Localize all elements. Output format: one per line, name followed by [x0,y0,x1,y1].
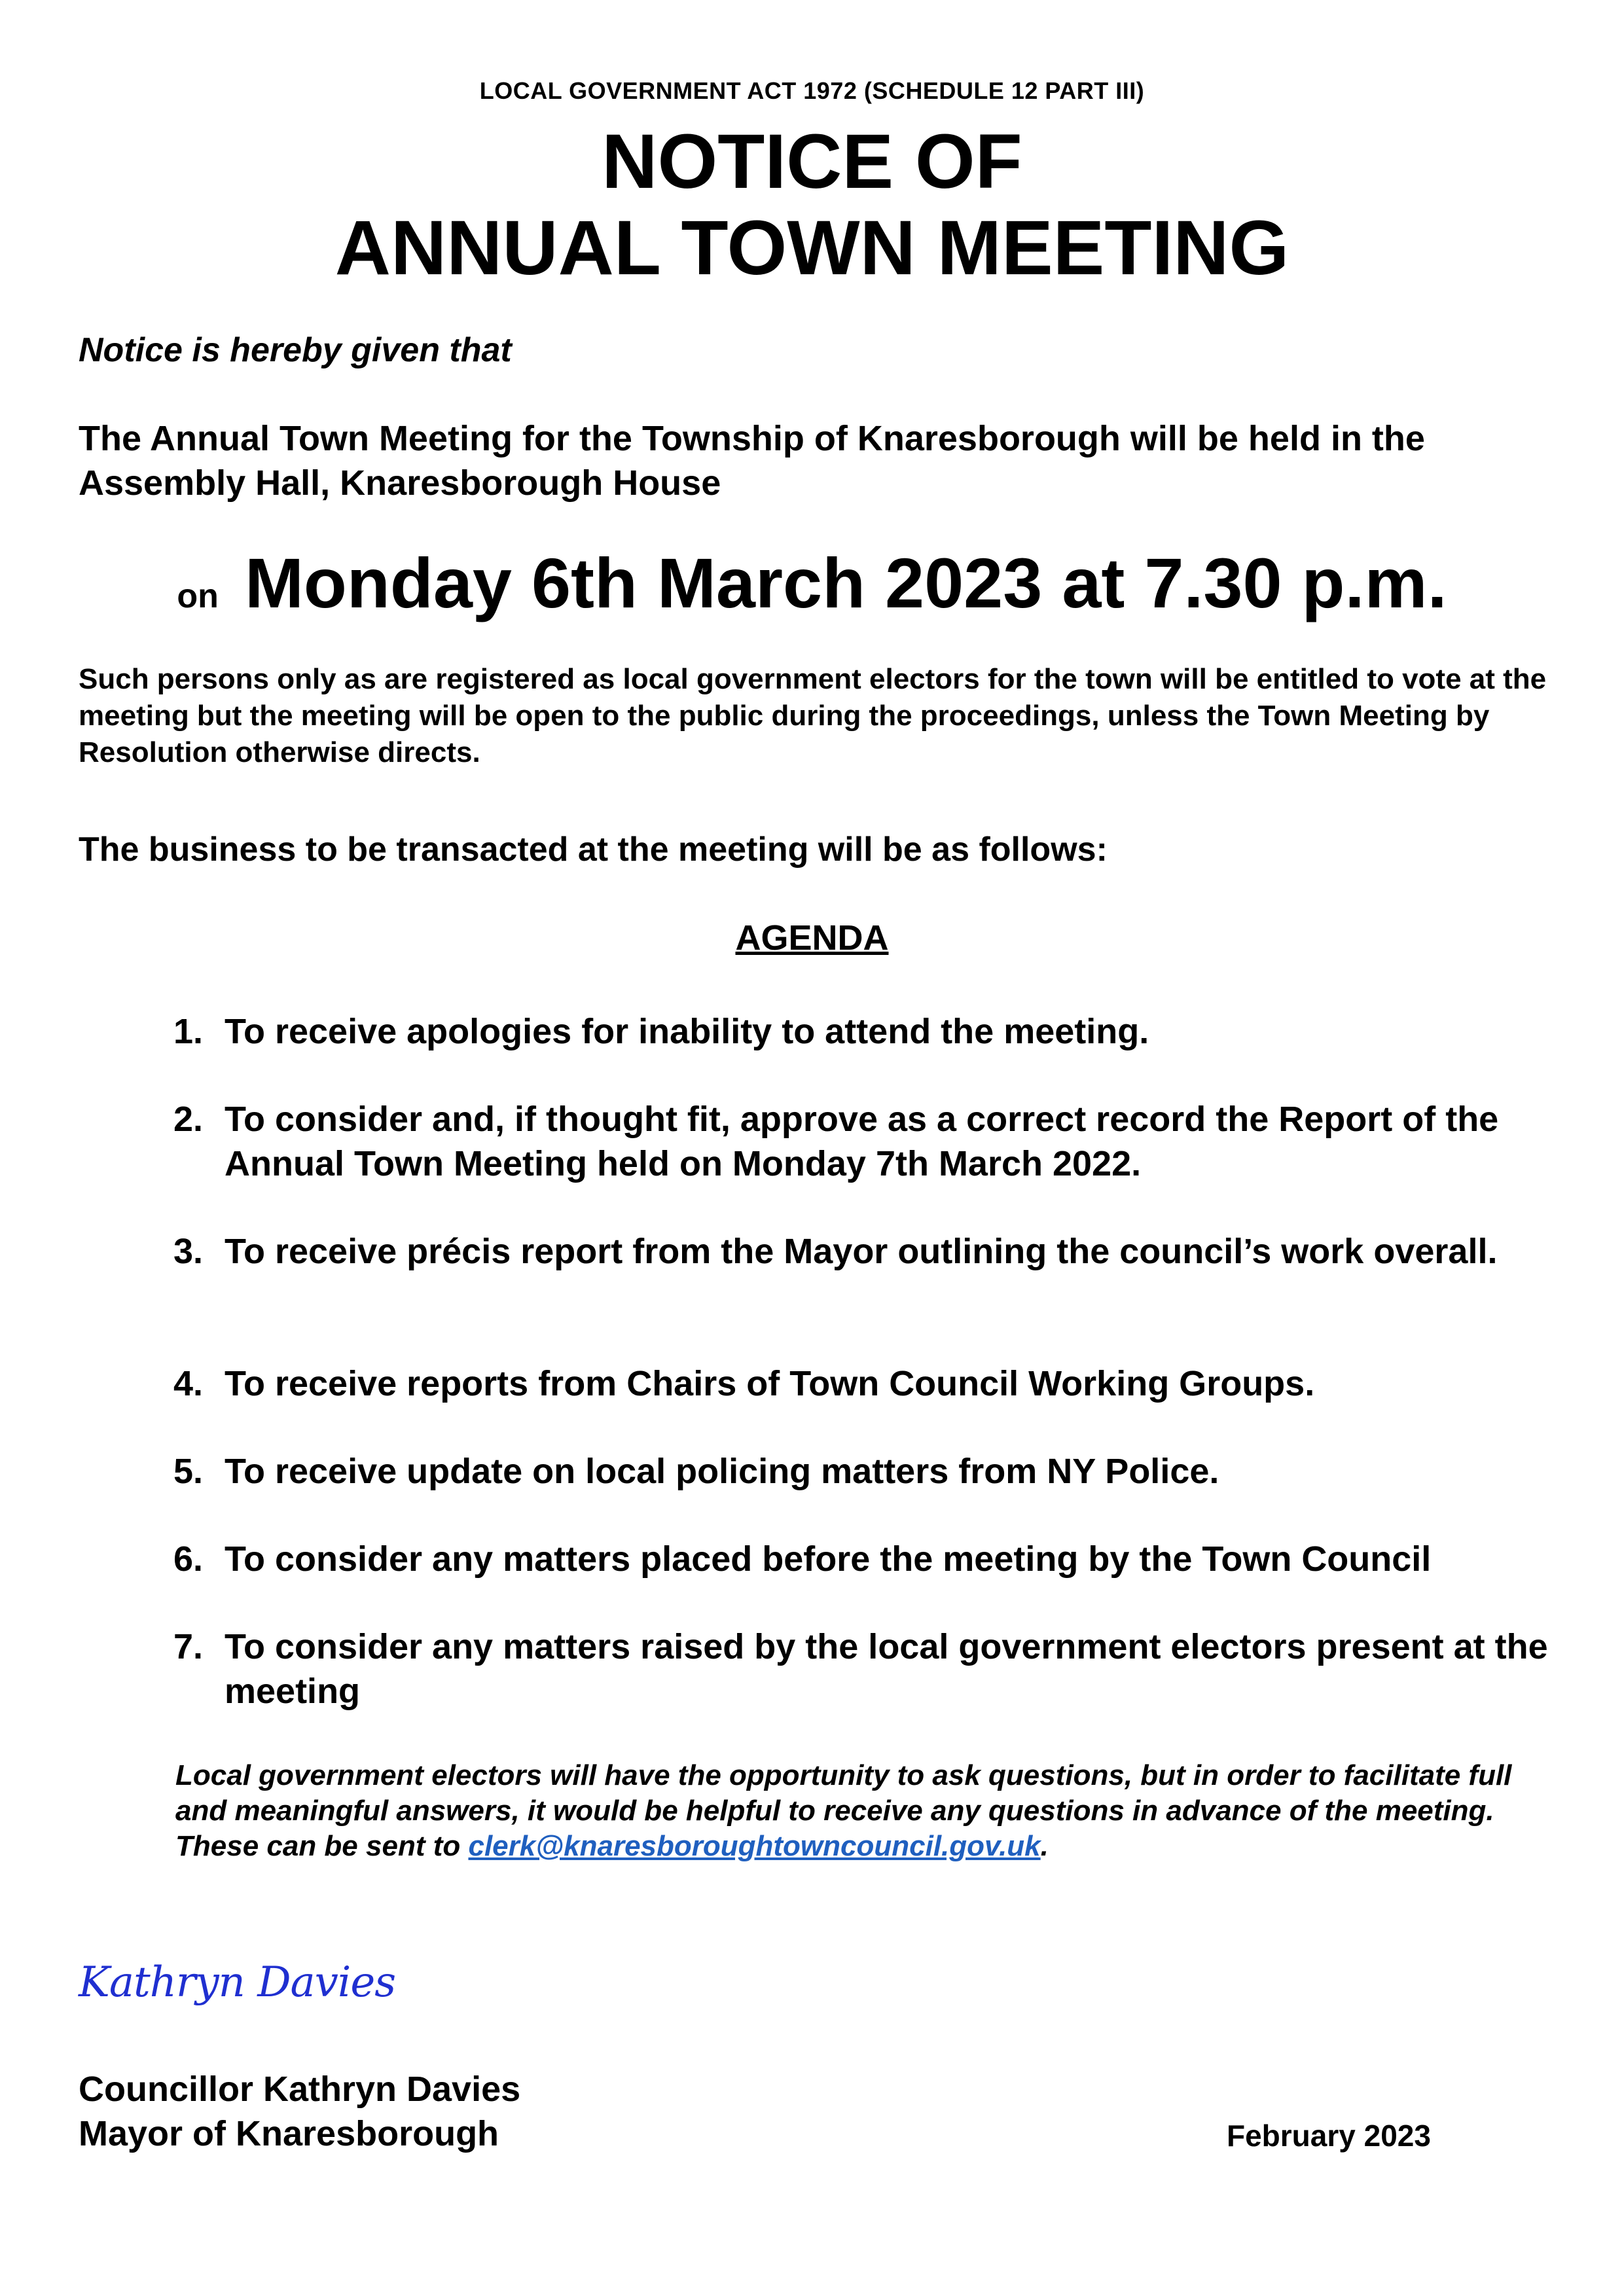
mayor-signature: Kathryn Davies [79,1958,396,2007]
agenda-item-number: 1. [173,1012,204,1051]
agenda-item-4 [173,1361,1561,1406]
agenda-item-number: 4. [173,1364,204,1403]
agenda-item-number: 2. [173,1100,204,1139]
signatory-block [79,2067,520,2156]
meeting-date: Monday 6th March 2023 at 7.30 p.m. [244,543,1447,622]
title-line-2: ANNUAL TOWN MEETING [334,205,1290,291]
voting-eligibility-text: Such persons only as are registered as local government electors for the town will be entitled to vote at the meeting but the meeting will be open to the public during the proceedings, unless the Town Meeting by Resolution otherwise directs. [79,663,1547,768]
agenda-heading: AGENDA [735,918,889,958]
agenda-item-3 [173,1229,1561,1274]
agenda-item-text: To receive apologies for inability to attend the meeting. [225,1012,1149,1051]
agenda-item-2 [173,1097,1561,1186]
agenda-item-5 [173,1449,1561,1494]
agenda-item-text: To consider any matters placed before the meeting by the Town Council [225,1539,1432,1579]
questions-footnote [175,1758,1537,1864]
signatory-name: Councillor Kathryn Davies [79,2070,521,2109]
footnote-text: Local government electors will have the opportunity to ask questions, but in order to facilitate full and meaningful answers, it would be helpful to receive any questions in advance of the meeting. These can be sent to [175,1759,1512,1862]
agenda-item-number: 6. [173,1539,204,1579]
meeting-date-line [0,542,1624,624]
clerk-email-link[interactable]: clerk@knaresboroughtowncouncil.gov.uk [468,1830,1041,1862]
notice-given: Notice is hereby given that [79,331,512,369]
agenda-item-6 [173,1537,1561,1581]
agenda-item-text: To receive reports from Chairs of Town Council Working Groups. [225,1364,1315,1403]
act-reference: LOCAL GOVERNMENT ACT 1972 (SCHEDULE 12 PART III) [479,77,1145,104]
agenda-item-text: To receive update on local policing matters from NY Police. [225,1452,1219,1491]
signatory-role: Mayor of Knaresborough [79,2114,499,2153]
agenda-item-number: 3. [173,1232,204,1271]
date-prefix: on [177,577,219,615]
agenda-item-text: To receive précis report from the Mayor outlining the council’s work overall. [225,1232,1498,1271]
title-line-1: NOTICE OF [602,118,1022,205]
agenda-item-text: To consider any matters raised by the local government electors present at the meeting [225,1627,1548,1711]
agenda-item-text: To consider and, if thought fit, approve as a correct record the Report of the Annual Town Meeting held on Monday 7th March 2022. [225,1100,1499,1183]
agenda-item-1 [173,1009,1561,1054]
agenda-item-number: 5. [173,1452,204,1491]
notice-date: February 2023 [1227,2119,1431,2153]
footnote-end: . [1040,1830,1049,1862]
business-intro: The business to be transacted at the meeting will be as follows: [79,831,1108,869]
agenda-item-number: 7. [173,1627,204,1666]
venue-text: The Annual Town Meeting for the Township of Knaresborough will be held in the Assembly Hall, Knaresborough House [79,419,1425,503]
agenda-item-7 [173,1624,1561,1713]
